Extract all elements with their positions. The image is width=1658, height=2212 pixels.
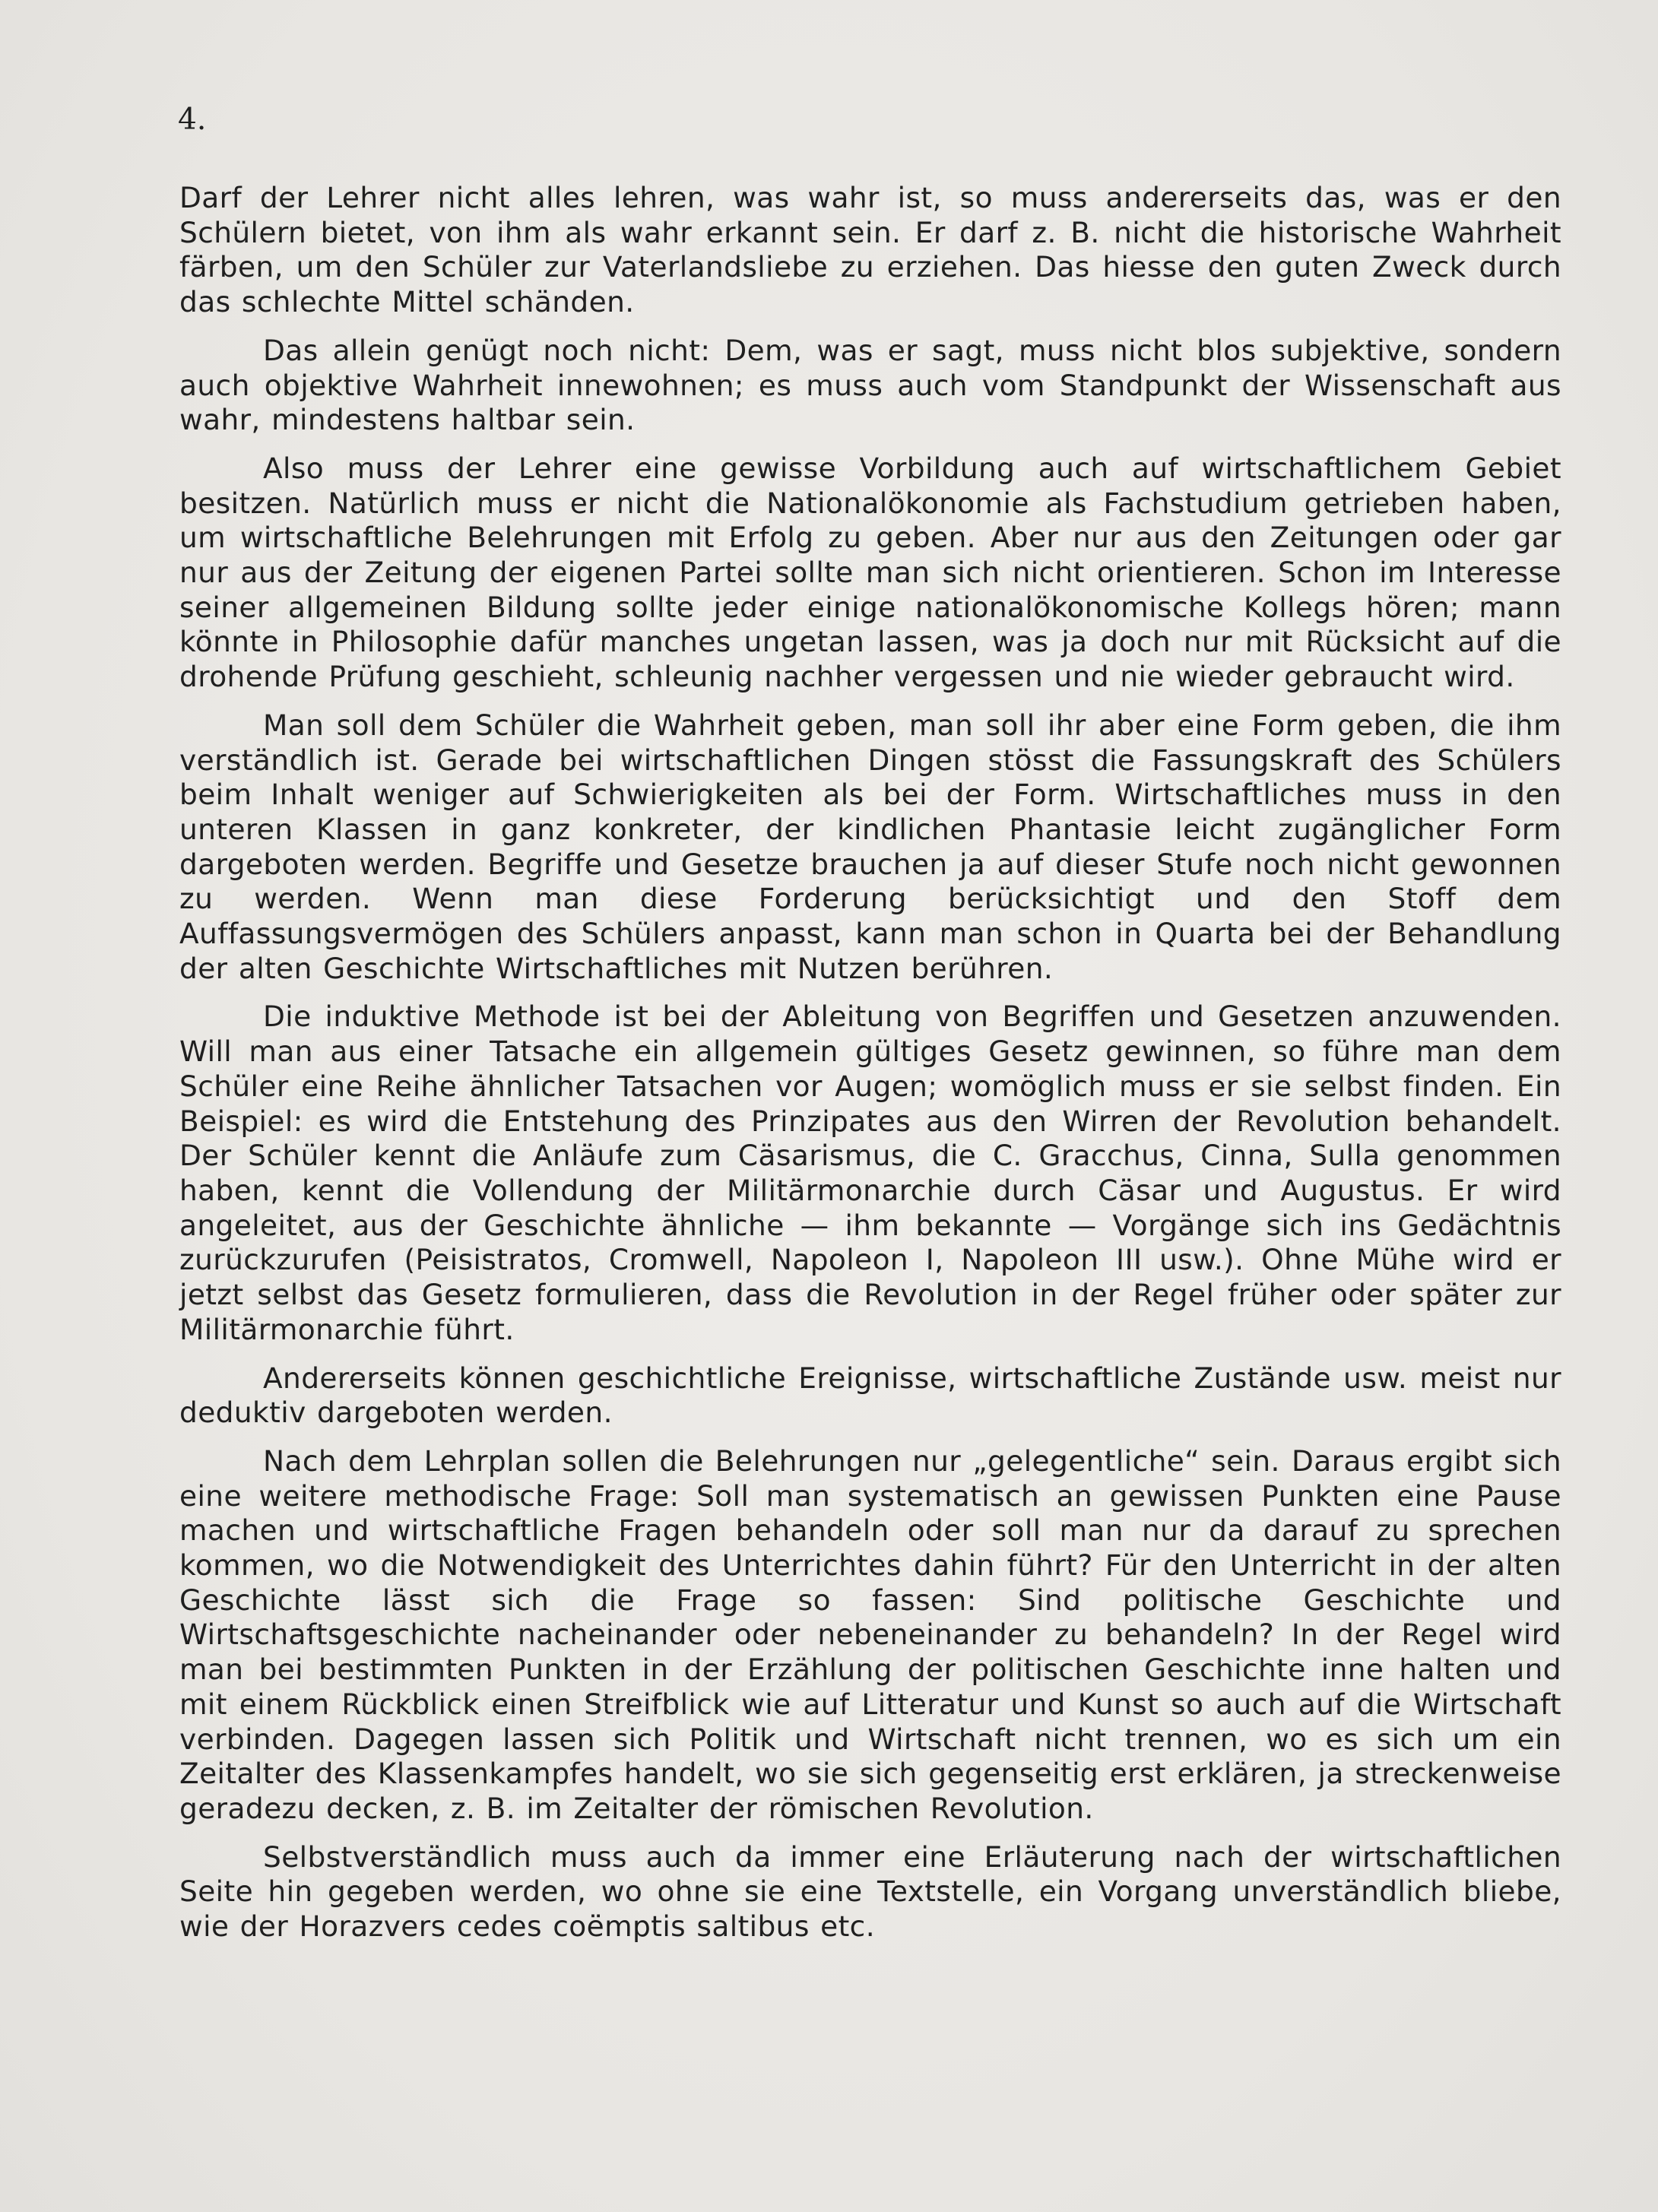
paragraph-8: Selbstverständlich muss auch da immer eine Erläuterung nach der wirtschaftlichen Seite hin gegeben werden, wo ohne sie eine Textstelle, ein Vorgang unverständlich bliebe, wie der Horazvers cedes coëmptis saltibus etc. bbox=[179, 1840, 1561, 1944]
body-text bbox=[179, 181, 1561, 1958]
paragraph-1: Darf der Lehrer nicht alles lehren, was wahr ist, so muss andererseits das, was er den Schülern bietet, von ihm als wahr erkannt sein. Er darf z. B. nicht die historische Wahrheit färben, um den Schüler zur Vaterlandsliebe zu erziehen. Das hiesse den guten Zweck durch das schlechte Mittel schänden. bbox=[179, 181, 1561, 319]
paragraph-7: Nach dem Lehrplan sollen die Belehrungen nur „gelegentliche“ sein. Daraus ergibt sich eine weitere methodische Frage: Soll man systematisch an gewissen Punkten eine Pause machen und wirtschaftliche Fragen behandeln oder soll man nur da darauf zu sprechen kommen, wo die Notwendigkeit des Unterrichtes dahin führt? Für den Unterricht in der alten Geschichte lässt sich die Frage so fassen: Sind politische Geschichte und Wirtschaftsgeschichte nacheinander oder nebeneinander zu behandeln? In der Regel wird man bei bestimmten Punkten in der Erzählung der politischen Geschichte inne halten und mit einem Rückblick einen Streifblick wie auf Litteratur und Kunst so auch auf die Wirtschaft verbinden. Dagegen lassen sich Politik und Wirtschaft nicht trennen, wo es sich um ein Zeitalter des Klassenkampfes handelt, wo sie sich gegenseitig erst erklären, ja streckenweise geradezu decken, z. B. im Zeitalter der römischen Revolution. bbox=[179, 1444, 1561, 1825]
page-number: 4. bbox=[178, 103, 207, 137]
paragraph-4: Man soll dem Schüler die Wahrheit geben, man soll ihr aber eine Form geben, die ihm verständlich ist. Gerade bei wirtschaftlichen Dingen stösst die Fassungskraft des Schülers beim Inhalt weniger auf Schwierigkeiten als bei der Form. Wirtschaftliches muss in den unteren Klassen in ganz konkreter, der kindlichen Phantasie leicht zugänglicher Form dargeboten werden. Begriffe und Gesetze brauchen ja auf dieser Stufe noch nicht gewonnen zu werden. Wenn man diese Forderung berücksichtigt und den Stoff dem Auffassungsvermögen des Schülers anpasst, kann man schon in Quarta bei der Behandlung der alten Geschichte Wirtschaftliches mit Nutzen berühren. bbox=[179, 708, 1561, 985]
paragraph-3: Also muss der Lehrer eine gewisse Vorbildung auch auf wirtschaftlichem Gebiet besitzen. Natürlich muss er nicht die Nationalökonomie als Fachstudium getrieben haben, um wirtschaftliche Belehrungen mit Erfolg zu geben. Aber nur aus den Zeitungen oder gar nur aus der Zeitung der eigenen Partei sollte man sich nicht orientieren. Schon im Interesse seiner allgemeinen Bildung sollte jeder einige nationalökonomische Kollegs hören; mann könnte in Philosophie dafür manches ungetan lassen, was ja doch nur mit Rücksicht auf die drohende Prüfung geschieht, schleunig nachher vergessen und nie wieder gebraucht wird. bbox=[179, 451, 1561, 694]
paragraph-6: Andererseits können geschichtliche Ereignisse, wirtschaftliche Zustände usw. meist nur deduktiv dargeboten werden. bbox=[179, 1361, 1561, 1430]
paragraph-5: Die induktive Methode ist bei der Ableitung von Begriffen und Gesetzen anzuwenden. Will man aus einer Tatsache ein allgemein gültiges Gesetz gewinnen, so führe man dem Schüler eine Reihe ähnlicher Tatsachen vor Augen; womöglich muss er sie selbst finden. Ein Beispiel: es wird die Entstehung des Prinzipates aus den Wirren der Revolution behandelt. Der Schüler kennt die Anläufe zum Cäsarismus, die C. Gracchus, Cinna, Sulla genommen haben, kennt die Vollendung der Militärmonarchie durch Cäsar und Augustus. Er wird angeleitet, aus der Geschichte ähnliche — ihm bekannte — Vorgänge sich ins Gedächtnis zurückzurufen (Peisistratos, Cromwell, Napoleon I, Napoleon III usw.). Ohne Mühe wird er jetzt selbst das Gesetz formulieren, dass die Revolution in der Regel früher oder später zur Militärmonarchie führt. bbox=[179, 1000, 1561, 1346]
paragraph-2: Das allein genügt noch nicht: Dem, was er sagt, muss nicht blos subjektive, sondern auch objektive Wahrheit innewohnen; es muss auch vom Standpunkt der Wissenschaft aus wahr, mindestens haltbar sein. bbox=[179, 333, 1561, 437]
